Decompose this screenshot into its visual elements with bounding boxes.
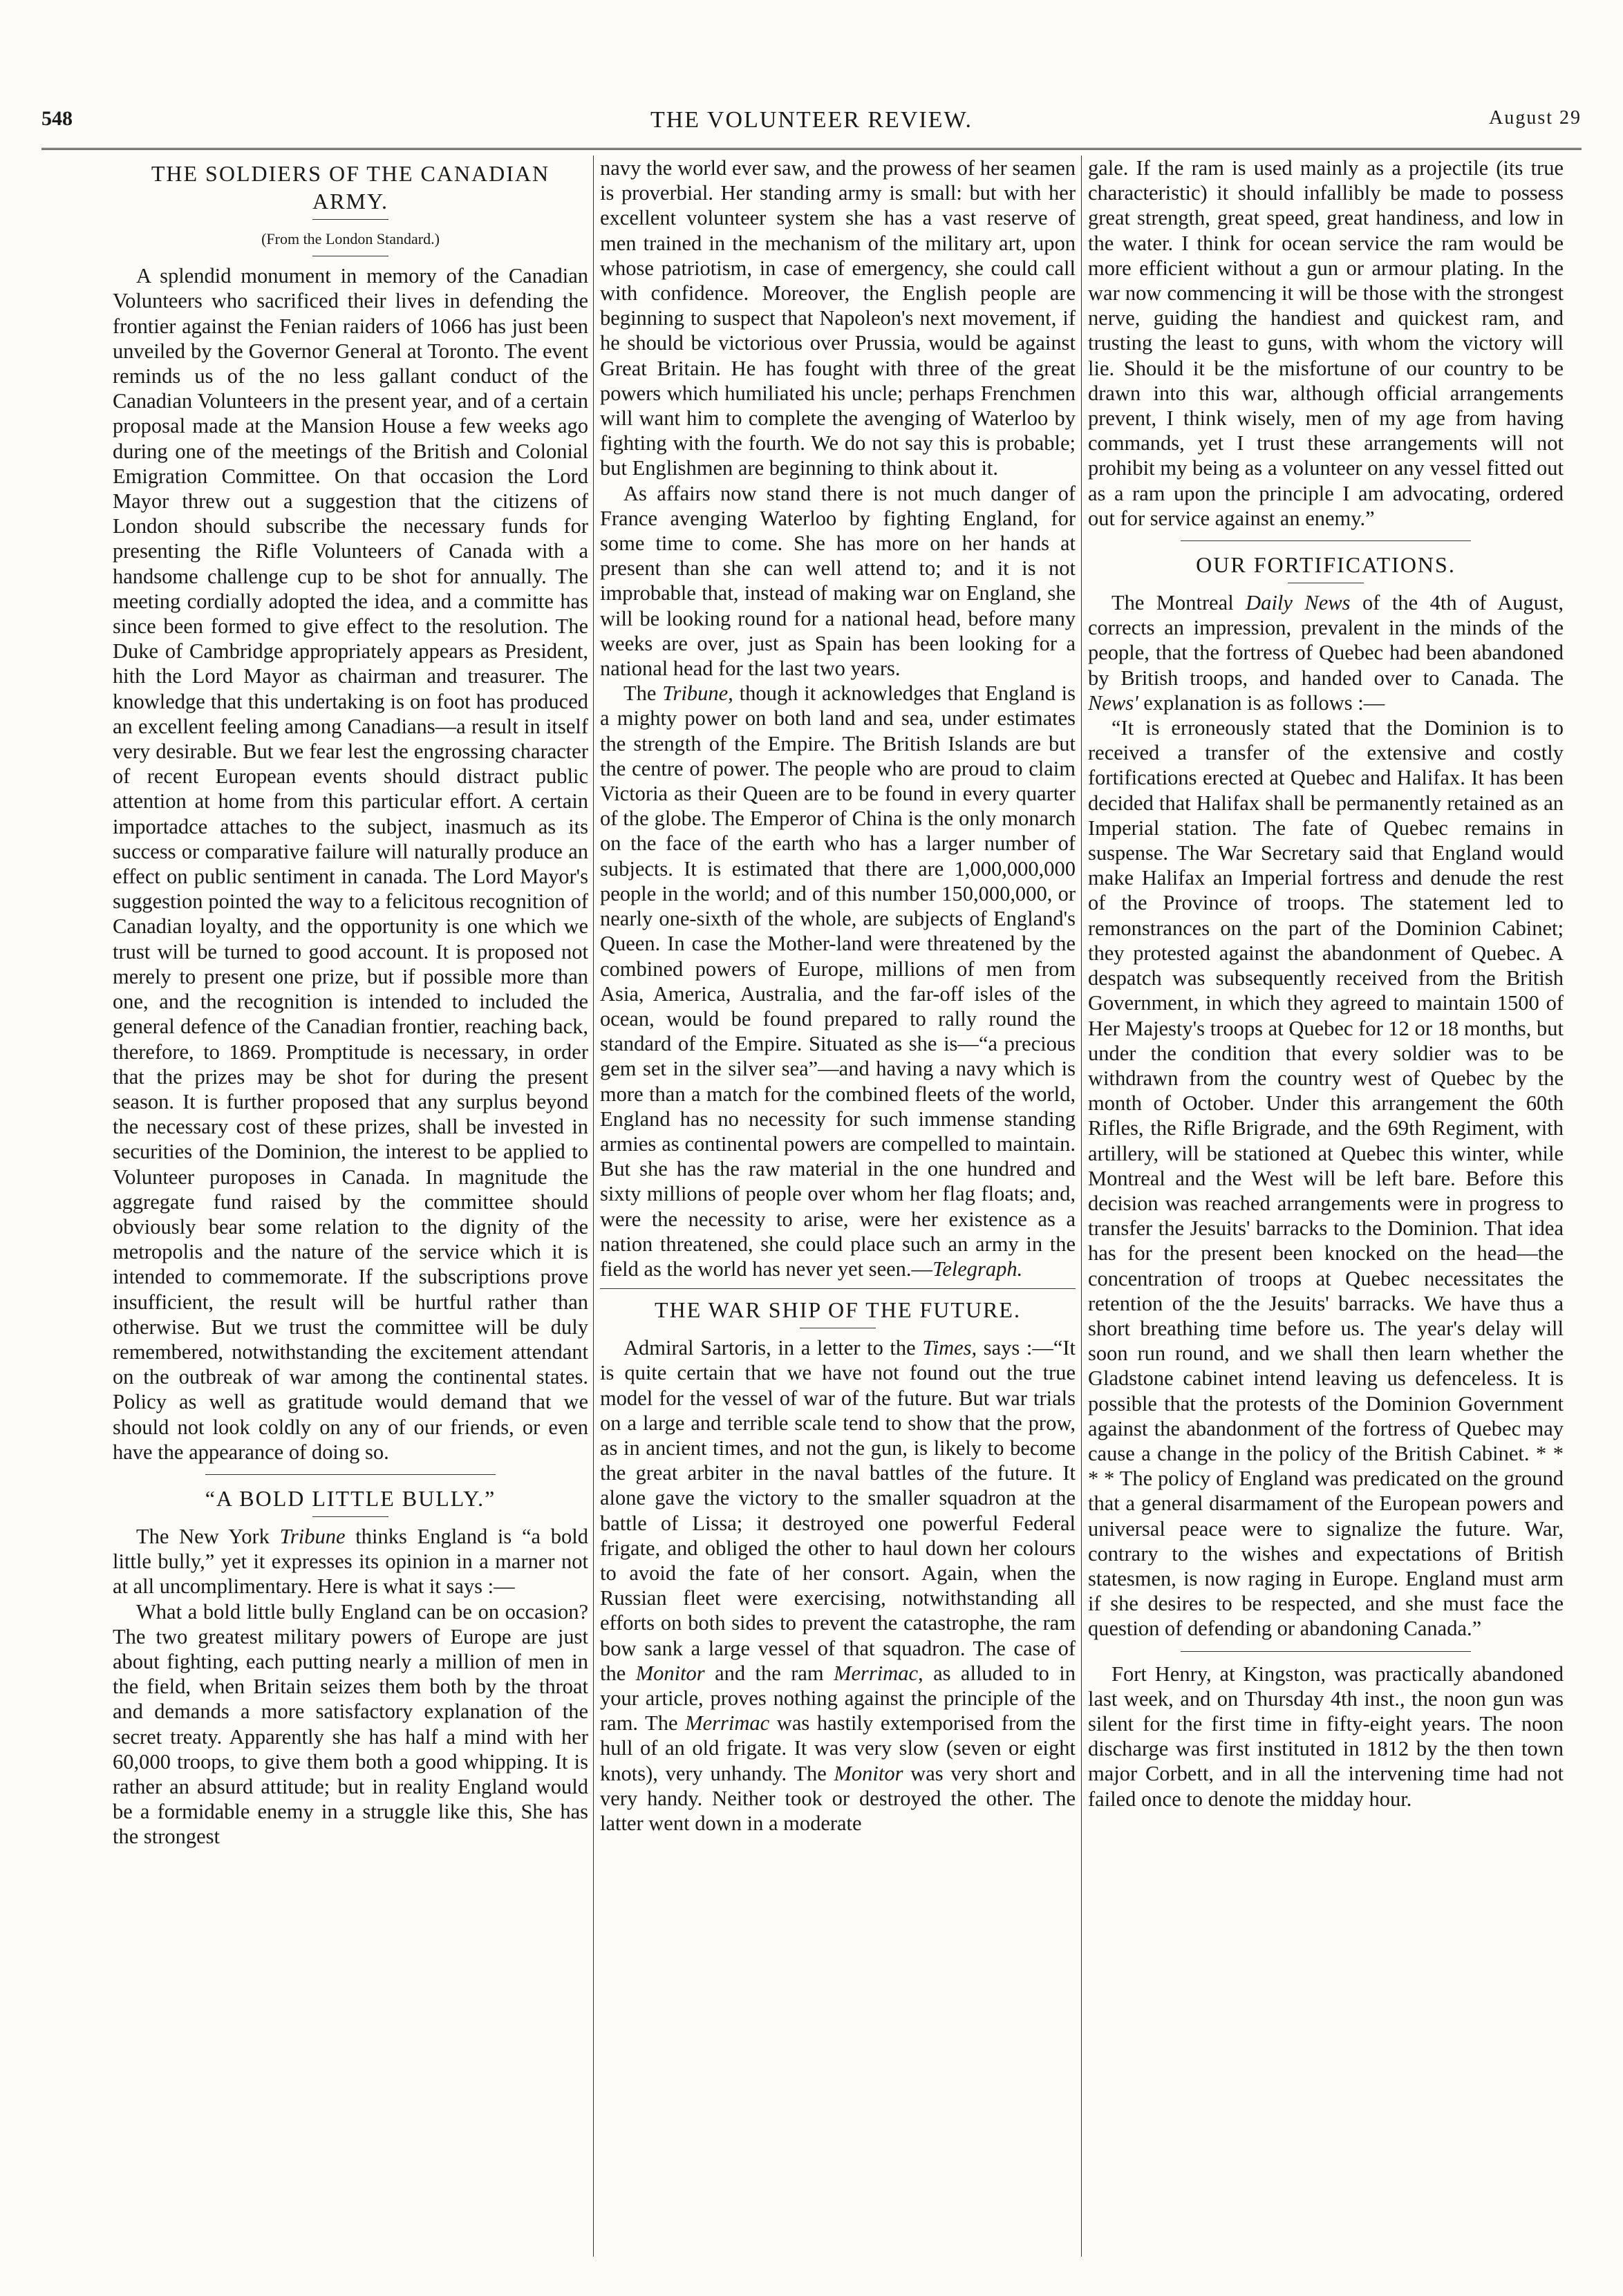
article-body: A splendid monument in memory of the Canadian Volunteers who sacrificed their lives in defending the frontier against the Fenian raiders of 1066 has just been unveiled by the Governor General at Toronto. The event reminds us of the no less gallant conduct of the Canadian Volunteers in the present year, and of a certain proposal made at the Mansion House a few weeks ago during one of the meetings of the British and Colonial Emigration Committee. On that occasion the Lord Mayor threw out a suggestion that the citizens of London should subscribe the necessary funds for presenting the Rifle Volunteers of Canada with a handsome challenge cup to be shot for annually. The meeting cordially adopted the idea, and a committe has since been formed to give effect to the resolution. The Duke of Cambridge appropriately appears as President, hith the Lord Mayor as chairman and treasurer. The knowledge that this undertaking is on foot has produced an excellent feeling among Canadians—a result in itself very desirable. But we fear lest the engrossing character of recent European events should distract public attention at home from this particular effort. A certain importadce attaches to the subject, inasmuch as its success or comparative failure will naturally produce an effect on public sentiment in canada. The Lord Mayor's suggestion pointed the way to a felicitous recognition of Canadian loyalty, and the opportunity is one which we trust will be turned to good account. It is proposed not merely to present one prize, but if possible more than one, and the recognition is intended to included the general defence of the Canadian frontier, reaching back, therefore, to 1869. Promptitude is necessary, in order that the prizes may be shot for during the present season. It is further proposed that any surplus beyond the necessary cost of these prizes, shall be invested in securities of the Dominion, the interest to be applied to Volunteer puroposes in Canada. In magnitude the aggregate fund raised by the committee should obviously bear some relation to the dignity of the metropolis and the nature of the service which it is intended to commemorate. If the subscriptions prove insufficient, the result will be hurtful rather than otherwise. But we trust the committee will be duly remembered, notwithstanding the excitement attendant on the outbreak of war among the continental states. Policy as well as gratitude would demand that we should not look coldly on any of our friends, or even have the appearance of doing so. — [113, 264, 588, 1464]
article-title: “A BOLD LITTLE BULLY.” — [205, 1485, 496, 1511]
header-rule — [41, 148, 1582, 150]
article-body: As affairs now stand there is not much danger of France avenging Waterloo by fighting England, for some time to come. She has more on her hands at present than she can well attend to; and it is not improbable that, instead of making war on England, she will be looking round for a national head, before many weeks are over, just as Spain has been looking for a national head for the last two years. — [600, 481, 1076, 681]
article-body: Fort Henry, at Kingston, was practically abandoned last week, and on Thursday 4th inst., the noon gun was silent for the first time in fifty-eight years. The noon discharge was first instituted in 1812 by the then town major Corbett, and in all the intervening time had not failed once to denote the midday hour. — [1088, 1662, 1564, 1811]
article-intro: The Montreal Daily News of the 4th of August, corrects an impression, prevalent in the minds of the people, that the fortress of Quebec had been abandoned by British troops, and handed over to Canada. The News' explanation is as follows :— — [1088, 591, 1564, 715]
article-title: THE SOLDIERS OF THE CANADIAN ARMY. — [151, 161, 550, 214]
column-divider — [593, 156, 594, 2257]
title-rule — [312, 219, 388, 220]
article-separator — [1181, 1651, 1471, 1652]
page-number: 548 — [41, 107, 73, 130]
page-header — [41, 107, 1582, 149]
article-intro: The New York Tribune thinks England is “a bold little bully,” yet it expresses its opinion in a marner not at all uncomplimentary. Here is what it says :— — [113, 1524, 588, 1599]
title-rule — [312, 1516, 388, 1517]
column-3 — [1088, 156, 1564, 2257]
article-source: (From the London Standard.) — [261, 230, 440, 247]
issue-date: August 29 — [1489, 107, 1582, 129]
article-body: What a bold little bully England can be on occasion? The two greatest military powers of Europe are just about fighting, each putting nearly a million of men in the field, when Britain seizes them both by the throat and demands a more satisfactory explanation of the secret treaty. Apparently she has half a mind with her 60,000 troops, to give them both a good whipping. It is rather an absurd attitude; but in reality England would be a formidable enemy in a struggle like this, She has the strongest — [113, 1599, 588, 1849]
journal-title: THE VOLUNTEER REVIEW. — [650, 107, 973, 133]
column-divider — [1081, 156, 1082, 2257]
article-body: Admiral Sartoris, in a letter to the Times, says :—“It is quite certain that we have not found out the true model for the vessel of war of the future. But war trials on a large and terrible scale tend to show that the prow, as in ancient times, and not the gun, is likely to become the great arbiter in the naval battles of the future. It alone gave the victory to the smaller squadron at the battle of Lissa; it destroyed one powerful Federal frigate, and obliged the other to haul down her colours to avoid the fate of her consort. Again, when the Russian fleet were exercising, notwithstanding all efforts on both sides to prevent the catastrophe, the ram bow sank a large vessel of that squadron. The case of the Monitor and the ram Merrimac, as alluded to in your article, proves nothing against the principle of the ram. The Merrimac was hastily extemporised from the hull of an old frigate. It was very slow (seven or eight knots), very unhandy. The Monitor was very short and very handy. Neither took or destroyed the other. The latter went down in a moderate — [600, 1336, 1076, 1835]
article-body: The Tribune, though it acknowledges that England is a mighty power on both land and sea, under estimates the strength of the Empire. The British Islands are but the centre of power. The people who are proud to claim Victoria as their Queen are to be found in every quarter of the globe. The Emperor of China is the only monarch on the face of the earth who has a larger number of subjects. It is estimated that there are 1,000,000,000 people in the world; and of this number 150,000,000, or nearly one-sixth of the whole, are subjects of England's Queen. In case the Mother-land were threatened by the combined powers of Europe, millions of men from Asia, America, Australia, and the far-off isles of the ocean, would be found prepared to rally round the standard of the Empire. Situated as she is—“a precious gem set in the silver sea”—and having a navy which is more than a match for the combined fleets of the world, England has no necessity for such immense standing armies as continental powers are compelled to maintain. But she has the raw material in the one hundred and sixty millions of people over whom her flag floats; and, were the necessity to arise, were her existence as a nation threatened, she could place such an army in the field as the world has never yet seen.—Telegraph. — [600, 681, 1076, 1281]
article-separator — [205, 1474, 496, 1475]
article-body-continued: navy the world ever saw, and the prowess of her seamen is proverbial. Her standing army is small: but with her excellent volunteer system she has a vast reserve of men trained in the mechanism of the military art, upon whose patriotism, in case of emergency, she could call with confidence. Moreover, the English people are beginning to suspect that Napoleon's next movement, if he should be victorious over Prussia, would be against Great Britain. He has fought with three of the great powers which humiliated his uncle; perhaps Frenchmen will want him to complete the avenging of Waterloo by fighting with the fourth. We do not say this is probable; but Englishmen are beginning to think about it. — [600, 156, 1076, 480]
article-body: “It is erroneously stated that the Dominion is to received a transfer of the extensive and costly fortifications erected at Quebec and Halifax. It has been decided that Halifax shall be permanently retained as an Imperial station. The fate of Quebec remains in suspense. The War Secretary said that England would make Halifax an Imperial fortress and denude the rest of the Province of troops. The statement led to remonstrances on the part of the Dominion Cabinet; they protested against the abandonment of Quebec. A despatch was subsequently received from the British Government, in which they agreed to maintain 1500 of Her Majesty's troops at Quebec for 12 or 18 months, but under the condition that every soldier was to be withdrawn from the country west of Quebec by the month of October. Under this arrangement the 60th Rifles, the Rifle Brigrade, and the 69th Regiment, with artillery, will be stationed at Quebec this winter, while Montreal and the West will be left bare. Before this decision was reached arrangements were in progress to transfer the Jesuits' barracks to the Dominion. That idea has for the present been knocked on the head—the concentration of troops at Quebec necessitates the retention of the the Jesuits' barracks. We have thus a short breathing time before us. The year's delay will soon run round, and we shall then learn whether the Gladstone cabinet intend leaving us defenceless. It is possible that the protests of the Dominion Government against the abandonment of the fortress of Quebec may cause a change in the policy of the British Cabinet. * * * * The policy of England was predicated on the ground that a general disarmament of the European powers and universal peace were to signalize the future. War, contrary to the wishes and expectations of British statesmen, is now raging in Europe. England must arm if she desires to be respected, and she must face the question of defending or abandoning Canada.” — [1088, 716, 1564, 1641]
column-2 — [600, 156, 1076, 2257]
article-title: THE WAR SHIP OF THE FUTURE. — [655, 1297, 1021, 1323]
article-separator — [1181, 540, 1471, 541]
article-title: OUR FORTIFICATIONS. — [1196, 552, 1456, 578]
column-1 — [113, 156, 588, 2257]
article-body-continued: gale. If the ram is used mainly as a projectile (its true characteristic) it should infallibly be made to possess great strength, great speed, great handiness, and low in the water. I think for ocean service the ram would be more efficient without a gun or armour plating. In the war now commencing it will be those with the strongest nerve, guiding the handiest and quickest ram, and trusting the least to guns, with whom the victory will lie. Should it be the misfortune of our country to be drawn into this war, although official arrangements prevent, I think wisely, men of my age from having commands, yet I trust these arrangements will not prohibit my being as a volunteer on any vessel fitted out as a ram upon the principle I am advocating, ordered out for service against an enemy.” — [1088, 156, 1564, 530]
article-separator — [600, 1288, 1076, 1289]
